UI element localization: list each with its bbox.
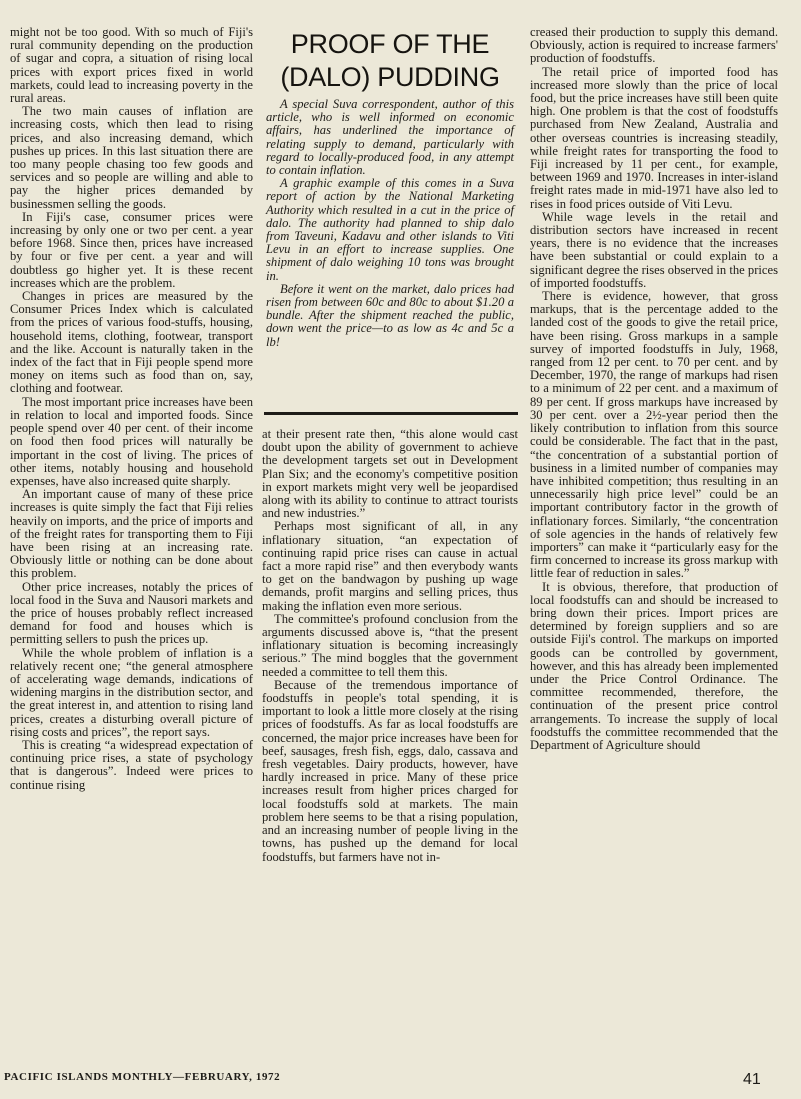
paragraph: Because of the tremendous importance of foodstuffs in people's total spending, it is important to look a little more closely at the rising prices of foodstuffs. As far as local foodstuffs are concerned, the major price increases have been for beef, sausages, fresh fish, eggs, dalo, cassava and fresh vegetables. Dairy products, however, have hardly increased in price. Many of these price increases result from higher prices charged for local foodstuffs sold at markets. The main problem here seems to be that a rising population, and an increasing number of people living in the towns, has pushed up the demand for local foodstuffs, but farmers have not in- bbox=[262, 677, 518, 864]
paragraph: This is creating “a widespread expectation of continuing price rises, a state of psychology that is dangerous”. Indeed were prices to continue rising bbox=[10, 737, 253, 792]
paragraph: An important cause of many of these price increases is quite simply the fact that Fiji relies heavily on imports, and the price of imports and of the freight rates for transporting them to Fiji have been rising at an increasing rate. Obviously little or nothing can be done about this problem. bbox=[10, 487, 253, 581]
paragraph: at their present rate then, “this alone would cast doubt upon the ability of government to achieve the development targets set out in Development Plan Six; and the economy's competitive position in export markets might very well be jeopardised along with its ability to continue to attract tourists and new industries.” bbox=[262, 427, 518, 521]
publication-footer: PACIFIC ISLANDS MONTHLY—FEBRUARY, 1972 bbox=[4, 1071, 281, 1083]
text-column-right bbox=[530, 26, 778, 752]
paragraph: creased their production to supply this demand. Obviously, action is required to increase farmers' production of foodstuffs. bbox=[530, 25, 778, 66]
paragraph: The most important price increases have been in relation to local and imported foods. Since people spend over 40 per cent. of their income on food then food prices will naturally be important in the cost of living. The prices of other items, notably housing and household expenses, have also increased quite sharply. bbox=[10, 394, 253, 488]
text-column-left bbox=[10, 26, 253, 792]
paragraph: It is obvious, therefore, that production of local foodstuffs can and should be increased to bring down their prices. Import prices are determined by foreign suppliers and so are outside Fiji's control. The markups on imported goods can be controlled by government, however, and this has already been implemented under the Price Control Ordinance. The committee recommended, therefore, the continuation of the present price control arrangements. To increase the supply of local foodstuffs the committee recommended that the Department of Agriculture should bbox=[530, 579, 778, 752]
article-title bbox=[262, 28, 518, 94]
text-column-middle bbox=[262, 428, 518, 864]
page-number: 41 bbox=[743, 1071, 761, 1088]
paragraph: Other price increases, notably the prices of local food in the Suva and Nausori markets and the price of houses probably reflect increased demand for food and houses which is permitting sellers to push the prices up. bbox=[10, 579, 253, 647]
paragraph: In Fiji's case, consumer prices were increasing by only one or two per cent. a year before 1968. Since then, prices have increased by four or five per cent. a year and will doubtless go higher yet. It is these recent increases which are the problem. bbox=[10, 209, 253, 290]
paragraph: The committee's profound conclusion from the arguments discussed above is, “that the present inflationary situation is becoming increasingly serious.” The mind boggles that the government needed a committee to tell them this. bbox=[262, 611, 518, 679]
paragraph: Perhaps most significant of all, in any inflationary situation, “an expectation of continuing rapid price rises can cause in actual fact a more rapid rise” and then everybody wants to get on the bandwagon by pushing up wage demands, profit margins and selling prices, thus making the inflation even more serious. bbox=[262, 519, 518, 613]
paragraph: Changes in prices are measured by the Consumer Prices Index which is calculated from the prices of various food-stuffs, housing, household items, clothing, footwear, transport and the like. Account is naturally taken in the index of the fact that in Fiji people spend more money on items such as food than on, say, clothing and footwear. bbox=[10, 289, 253, 396]
intro-paragraph: A graphic example of this comes in a Suva report of action by the National Marketing Authority which resulted in a cut in the price of dalo. The authority had planned to ship dalo from Taveuni, Kadavu and other islands to Viti Levu in an effort to increase supplies. One shipment of dalo weighing 10 tons was brought in. bbox=[266, 176, 514, 283]
article-title-line-2: (DALO) PUDDING bbox=[280, 62, 500, 92]
intro-paragraph: A special Suva correspondent, author of this article, who is well informed on economic affairs, has underlined the importance of relating supply to demand, particularly with regard to locally-produced food, in any attempt to contain inflation. bbox=[266, 97, 514, 178]
paragraph: The two main causes of inflation are increasing costs, which then lead to rising prices, and also increasing demand, which pushes up prices. In this last situation there are too many people chasing too few goods and services and so people are willing and able to pay the higher prices demanded by businessmen selling the goods. bbox=[10, 104, 253, 211]
paragraph: While wage levels in the retail and distribution sectors have increased in recent years, there is no evidence that the increases have been substantial or could explain to a significant degree the rises observed in the prices of imported foodstuffs. bbox=[530, 209, 778, 290]
paragraph: might not be too good. With so much of Fiji's rural community depending on the production of sugar and copra, a situation of rising local prices with export prices fixed in world markets, could lead to increasing poverty in the rural areas. bbox=[10, 25, 253, 106]
paragraph: While the whole problem of inflation is a relatively recent one; “the general atmosphere of accelerating wage demands, indications of widening margins in the distribution sector, and the great interest in, and attention to rising land prices, creates a disturbing overall picture of rising costs and prices”, the report says. bbox=[10, 645, 253, 739]
paragraph: There is evidence, however, that gross markups, that is the percentage added to the landed cost of the goods to give the retail price, have been rising. Gross markups in a sample survey of imported foodstuffs in July, 1968, ranged from 12 per cent. to 70 per cent. and by December, 1970, the range of markups had risen to a minimum of 22 per cent. and a maximum of 89 per cent. If gross markups have increased by 30 per cent. over a 2½-year period then the likely contribution to inflation from this source could be considerable. The fact that in the past, “the concentration of a substantial portion of business in a limited number of companies may have inhibited competition; thus resulting in an unnecessarily high price level” could be an important contributory factor in the growth of inflationary forces. Similarly, “the concentration of sole agencies in the hands of relatively few importers” can make it “particularly easy for the firm concerned to increase its gross markup with little fear of reduction in sales.” bbox=[530, 289, 778, 581]
article-title-line-1: PROOF OF THE bbox=[290, 29, 490, 59]
section-divider bbox=[264, 412, 518, 415]
paragraph: The retail price of imported food has increased more slowly than the price of local food, but the price increases have still been quite high. One problem is that the cost of foodstuffs purchased from New Zealand, Australia and other overseas countries is increasing steadily, while freight rates for transporting the food to Fiji increased by 11 per cent., for example, between 1969 and 1970. Increases in inter-island freight rates made in mid-1971 have also led to rises in food prices outside of Viti Levu. bbox=[530, 64, 778, 211]
intro-paragraph: Before it went on the market, dalo prices had risen from between 60c and 80c to about $1.20 a bundle. After the shipment reached the public, down went the price—to as low as 4c and 5c a lb! bbox=[266, 281, 514, 349]
article-intro bbox=[266, 98, 514, 349]
